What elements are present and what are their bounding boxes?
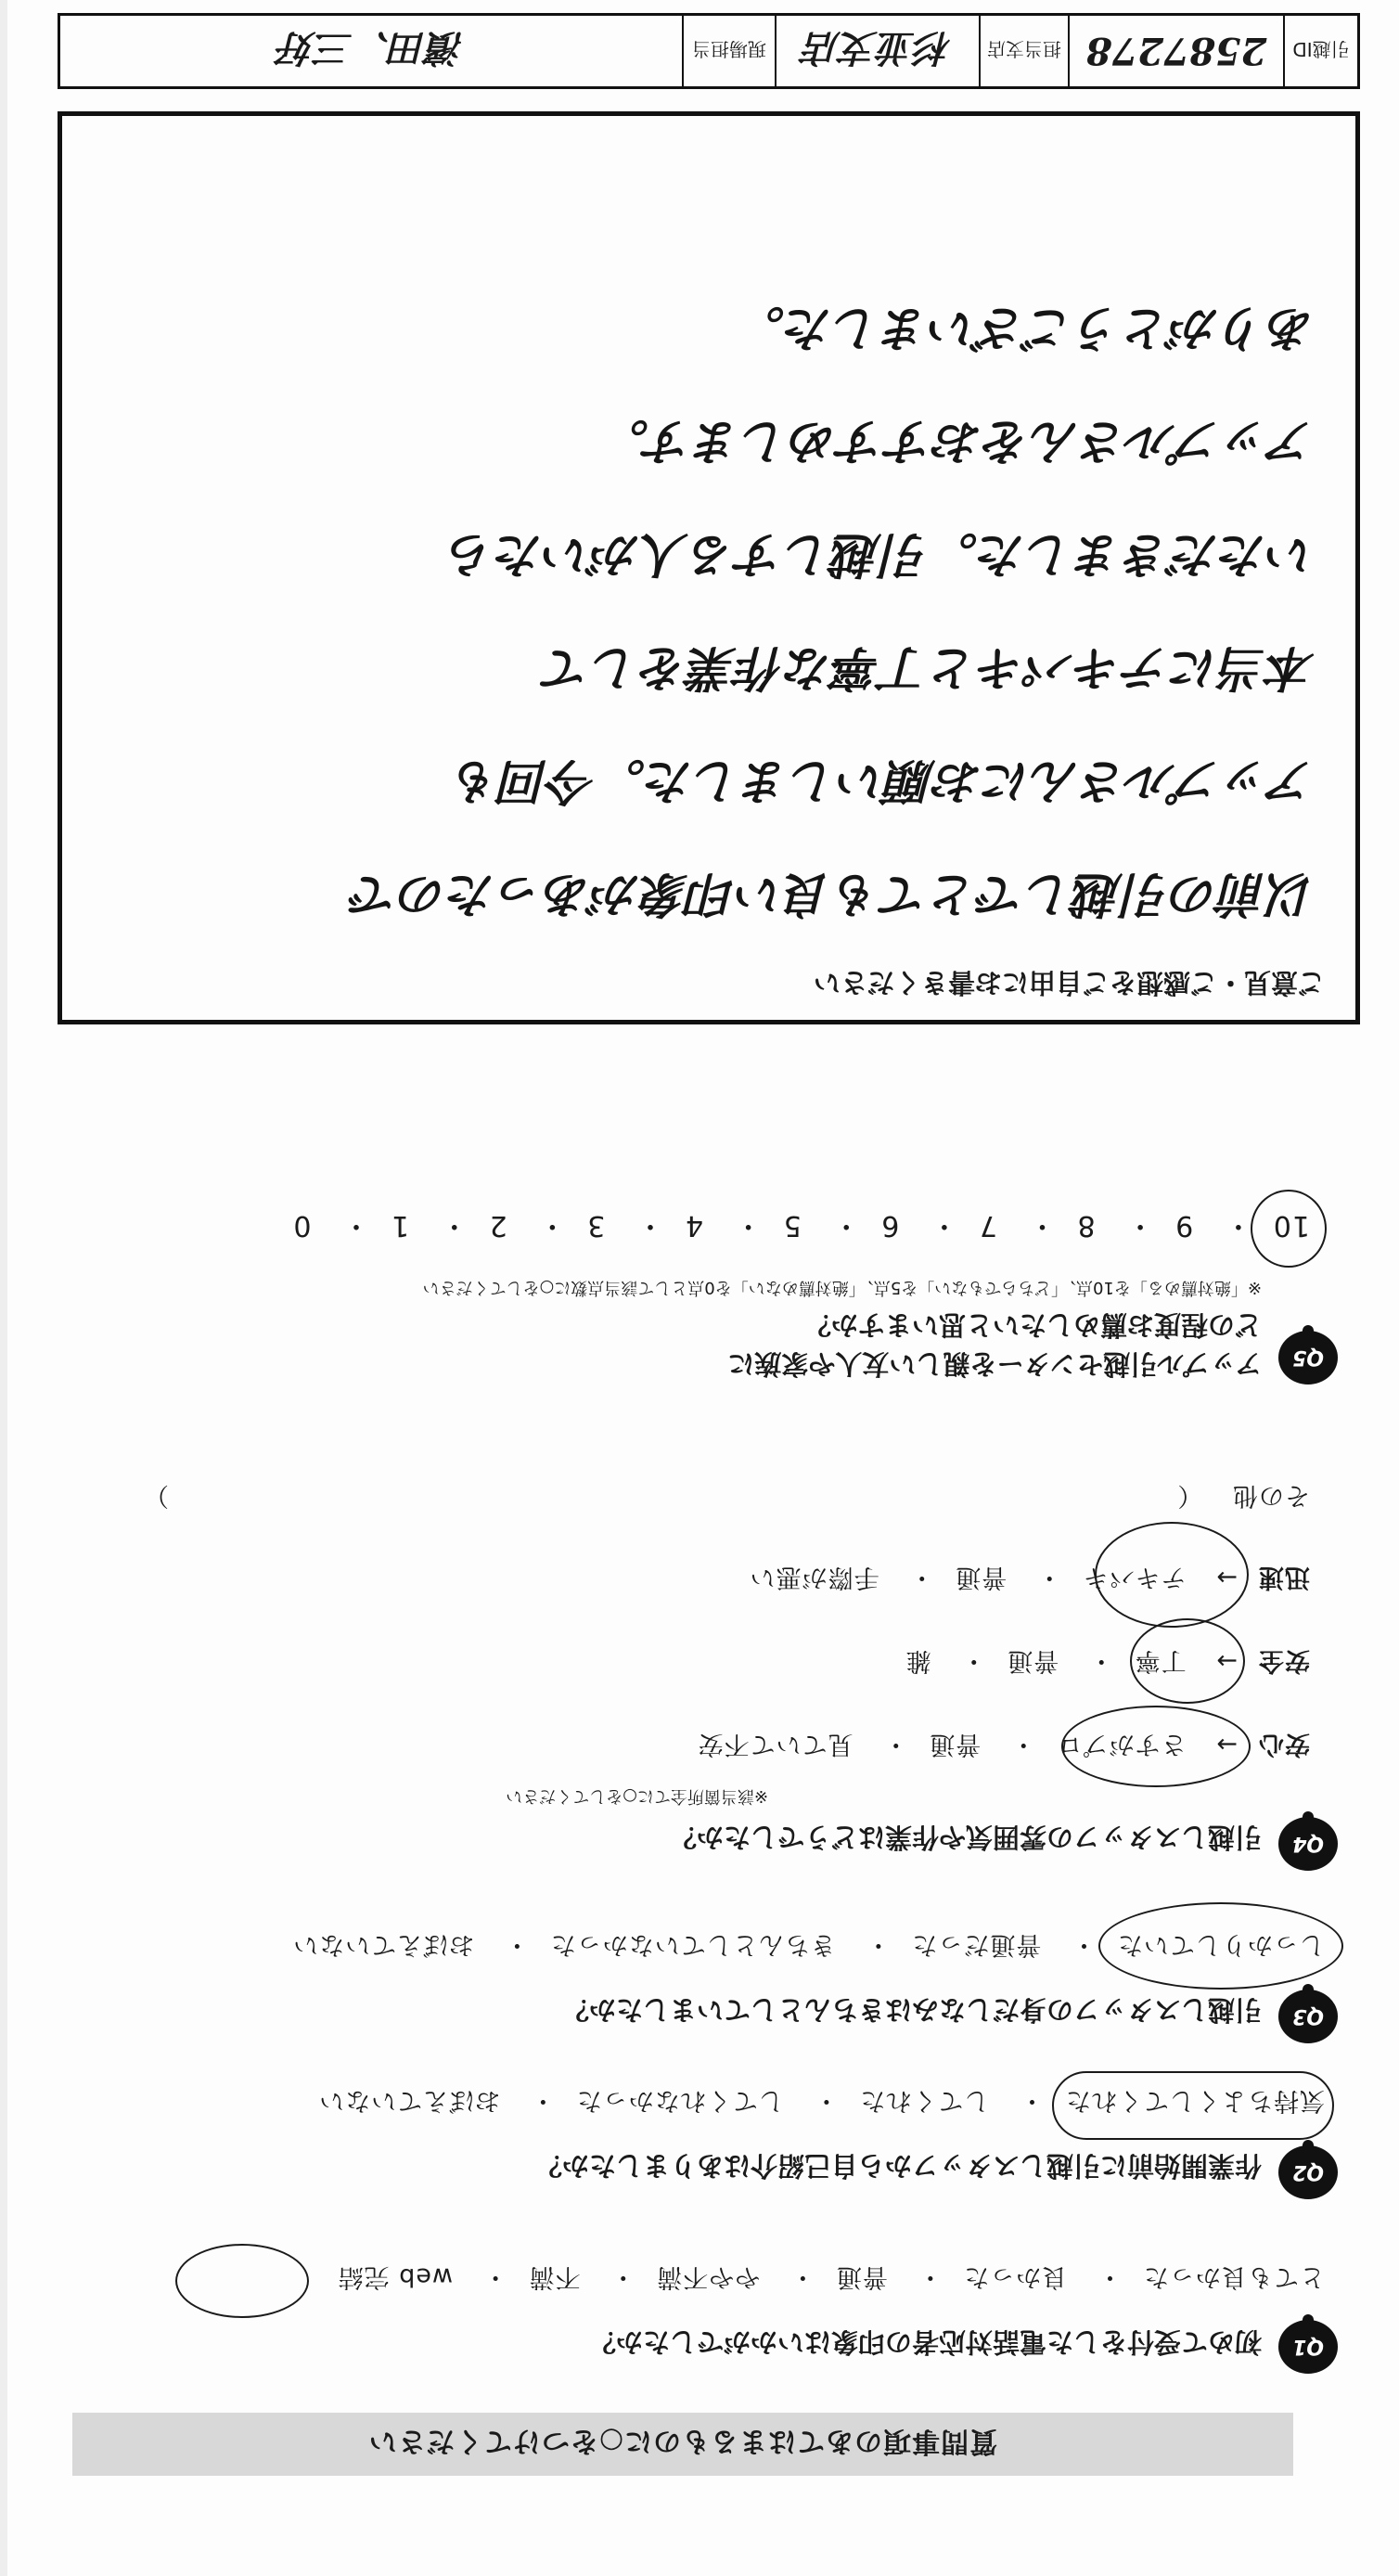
q4-other-row — [76, 1480, 1310, 1516]
q4-other-open: （ — [1176, 1481, 1203, 1510]
q1-option[interactable]: 良かった — [963, 2262, 1068, 2291]
comment-line: ありがとうございました。 — [736, 300, 1316, 356]
id-value: 2587278 — [1068, 16, 1283, 86]
q1-question: 初めて受付をした電話対応者の印象はいかがでしたか？ — [588, 2326, 1262, 2358]
instruction-banner — [72, 2413, 1293, 2476]
q5-selection-circle — [1251, 1190, 1327, 1268]
q2-option[interactable]: 気持ちよくしてくれた — [1065, 2086, 1325, 2115]
q5-score[interactable]: 0 — [292, 1209, 312, 1242]
q3-option[interactable]: 普通だった — [911, 1930, 1042, 1959]
q4-question: 引越しスタッフの雰囲気や作業はどうでしたか？ — [669, 1822, 1262, 1853]
q1-option[interactable]: 普通 — [835, 2262, 888, 2291]
q4-option[interactable]: 普通 — [955, 1563, 1008, 1591]
q5-note: ※「絶対薦める」を10点、「どちらでもない」を5点、「絶対薦めない」を0点として該当点数に○をしてください — [422, 1278, 1262, 1297]
q5-score[interactable]: 7 — [978, 1209, 997, 1242]
q5-score[interactable]: 5 — [782, 1209, 802, 1242]
q4-option[interactable]: さすがプロ — [1056, 1730, 1187, 1758]
instruction-text: 質問事項のあてはまるものに○をつけてください — [367, 2425, 998, 2457]
q5-score[interactable]: 4 — [684, 1209, 704, 1242]
q4-badge-label: Q4 — [1292, 1832, 1325, 1856]
q4-option[interactable]: テキパキ — [1082, 1563, 1187, 1591]
q2-question: 作業開始前に引越しスタッフから自己紹介はありましたか？ — [534, 2150, 1262, 2182]
staff-label: 現場担当 — [682, 16, 775, 86]
q3-badge-label: Q3 — [1292, 2004, 1325, 2029]
q2-option[interactable]: おぼえていない — [318, 2086, 501, 2115]
q5-scale: 10・ 9・ 8・ 7・ 6・ 5・ 4・ 3・ 2・ 1・ 0 — [292, 1209, 1310, 1242]
q4-option[interactable]: 普通 — [1007, 1646, 1059, 1675]
q2-option[interactable]: してくれた — [859, 2086, 990, 2115]
comment-line: アップルさんにお願いしました。今回も — [452, 753, 1316, 809]
q4-option[interactable]: 手際が悪い — [749, 1563, 879, 1591]
comment-title: ご意見・ご感想をご自由にお書きください — [813, 967, 1325, 998]
q5-score[interactable]: 2 — [488, 1209, 507, 1242]
q5-badge — [1278, 1331, 1338, 1385]
q4-row-label: 安心 — [1258, 1730, 1310, 1758]
q5-score[interactable]: 3 — [586, 1209, 606, 1242]
branch-label: 担当支店 — [979, 16, 1068, 86]
q1-option[interactable]: やや不満 — [656, 2262, 761, 2291]
q4-jinsoku-circle — [1095, 1522, 1249, 1628]
q1-option[interactable]: とても良かった — [1143, 2262, 1325, 2291]
q2-badge-label: Q2 — [1292, 2160, 1325, 2184]
q4-option[interactable]: 丁寧 — [1134, 1646, 1187, 1675]
q2-options: 気持ちよくしてくれた・ してくれた・ してくれなかった・ おぼえていない — [318, 2086, 1325, 2115]
q4-row-anzen: 安全→ 丁寧・ 普通・ 雑 — [905, 1646, 1310, 1675]
q3-option[interactable]: きちんとしていなかった — [549, 1930, 836, 1959]
q4-row-jinsoku: 迅速→ テキパキ・ 普通・ 手際が悪い — [749, 1563, 1310, 1591]
q5-score[interactable]: 1 — [391, 1209, 410, 1242]
q5-score[interactable]: 10 — [1272, 1209, 1310, 1242]
comment-line: 本当にテキパキと丁寧な作業をして — [543, 639, 1316, 696]
q3-option[interactable]: おぼえていない — [292, 1930, 475, 1959]
q5-question-line1: アップル引越センターを親しい友人や家族に — [727, 1348, 1262, 1380]
q4-option[interactable]: 雑 — [905, 1646, 931, 1675]
comment-line: 以前の引越しでとても良い印象があったので — [351, 866, 1316, 922]
q3-selection-circle — [1098, 1902, 1343, 1990]
q5-badge-label: Q5 — [1292, 1346, 1325, 1370]
q1-selection-circle — [175, 2244, 309, 2318]
q4-note: ※該当箇所全てに○をしてください — [506, 1786, 768, 1806]
q5-score[interactable]: 9 — [1174, 1209, 1194, 1242]
q5-score[interactable]: 8 — [1076, 1209, 1096, 1242]
q4-other-label: その他 — [1232, 1481, 1310, 1510]
staff-value: 濱田、三好 — [278, 26, 464, 71]
q1-badge-label: Q1 — [1292, 2335, 1325, 2359]
q2-option[interactable]: してくれなかった — [575, 2086, 784, 2115]
id-label: 引越ID — [1283, 16, 1357, 86]
q1-option[interactable]: web 完結 — [337, 2262, 454, 2291]
id-table — [58, 13, 1360, 89]
q4-anzen-circle — [1130, 1618, 1245, 1704]
q2-selection-circle — [1052, 2071, 1334, 2140]
q4-anshin-circle — [1061, 1706, 1251, 1787]
q1-badge — [1278, 2320, 1338, 2374]
q3-options: しっかりしていた・ 普通だった・ きちんとしていなかった・ おぼえていない — [292, 1930, 1325, 1959]
q4-row-label: 安全 — [1258, 1646, 1310, 1675]
q5-question-line2: どの程度お薦めしたいと思いますか？ — [803, 1309, 1262, 1341]
q4-other-close: ） — [143, 1481, 169, 1510]
q3-badge — [1278, 1990, 1338, 2043]
q4-option[interactable]: 普通 — [929, 1730, 982, 1758]
q3-question: 引越しスタッフの身だしなみはきちんとしていましたか？ — [561, 1994, 1262, 2026]
branch-value: 杉並支店 — [775, 16, 979, 86]
q4-option[interactable]: 見ていて不安 — [697, 1730, 854, 1758]
q4-badge — [1278, 1817, 1338, 1871]
q2-badge — [1278, 2145, 1338, 2199]
q3-option[interactable]: しっかりしていた — [1117, 1930, 1325, 1959]
q1-options: とても良かった・ 良かった・ 普通・ やや不満・ 不満・ web 完結 — [337, 2262, 1325, 2291]
q4-row-anshin: 安心→ さすがプロ・ 普通・ 見ていて不安 — [697, 1730, 1310, 1758]
comment-line: いただきました。引越しする人がいたら — [446, 526, 1316, 583]
comment-line: アップルさんをおすすめします。 — [600, 413, 1316, 470]
q4-row-label: 迅速 — [1258, 1563, 1310, 1591]
q1-option[interactable]: 不満 — [528, 2262, 581, 2291]
q5-score[interactable]: 6 — [880, 1209, 900, 1242]
